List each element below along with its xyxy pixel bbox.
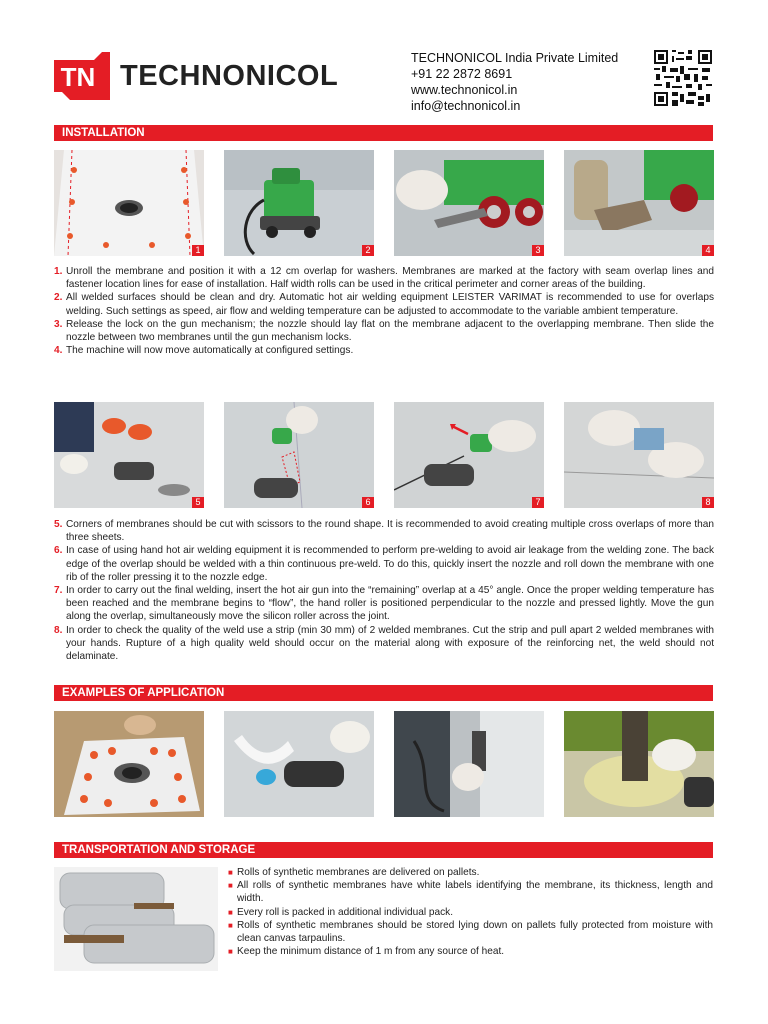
website-link[interactable]: www.technonicol.in	[411, 83, 518, 97]
step-item: 8. In order to check the quality of the weld use a strip (min 30 mm) of 2 welded membranes. Cut the strip and pull apart 2 welded membranes with your hands. Rupture of a high quality weld should occur on the material along with exposure of the reinforcing net, the weld should not delaminate.	[54, 624, 714, 663]
photo-step-7	[394, 402, 544, 508]
photo-step-4	[564, 150, 714, 256]
list-item: ■ Rolls of synthetic membranes are delivered on pallets.	[228, 867, 480, 878]
transport-bullet-list	[228, 866, 713, 958]
brand-logo	[54, 52, 338, 100]
phone-number: +91 22 2872 8691	[411, 67, 513, 81]
step-item: 5. Corners of membranes should be cut with scissors to the round shape. It is recommended to avoid creating multiple cross overlaps of more than three sheets.	[54, 519, 714, 544]
step-item: 6. In case of using hand hot air welding equipment it is recommended to perform pre-welding to avoid air leakage from the welding zone. The back edge of the overlap should be welded with a thin continuous pre-weld. To do this, quickly insert the nozzle and roll down the membrane with one rib of the roller pressing it to the nozzle edge.	[54, 545, 714, 583]
step-item: 4. The machine will now move automatically at configured settings.	[54, 345, 354, 357]
logo-mark-icon	[54, 52, 110, 100]
email-link[interactable]: info@technonicol.in	[411, 99, 521, 113]
list-item: ■ Keep the minimum distance of 1 m from any source of heat.	[228, 946, 505, 958]
step-item: 3. Release the lock on the gun mechanism; the nozzle should lay flat on the membrane adjacent to the overlapping membrane. Then slide the nozzle between two membranes until the gun mechanism locks.	[54, 318, 714, 344]
photo-badge: 4	[702, 245, 714, 256]
photo-badge: 3	[532, 245, 544, 256]
bullet-square-icon: ■	[228, 881, 233, 891]
photo-badge: 1	[192, 245, 204, 256]
qr-code-icon	[654, 50, 712, 106]
installation-steps-1-4	[54, 265, 714, 357]
photo-step-8	[564, 402, 714, 508]
photo-badge: 8	[702, 497, 714, 508]
photo-step-6	[224, 402, 374, 508]
photo-step-1	[54, 150, 204, 256]
bullet-square-icon: ■	[228, 907, 233, 917]
example-photo-drain	[54, 711, 204, 817]
svg-text:TN: TN	[60, 62, 96, 92]
section-examples-header: EXAMPLES OF APPLICATION	[54, 685, 713, 701]
photo-step-2	[224, 150, 374, 256]
photo-badge: 6	[362, 497, 374, 508]
section-installation-header: INSTALLATION	[54, 125, 713, 141]
list-item: ■ Every roll is packed in additional individual pack.	[228, 906, 454, 918]
photo-pallet-storage	[54, 867, 218, 971]
example-photo-pipe-collar	[564, 711, 714, 817]
example-photo-corner	[394, 711, 544, 817]
photo-badge: 5	[192, 497, 204, 508]
section-transport-header: TRANSPORTATION AND STORAGE	[54, 842, 713, 858]
photo-step-5	[54, 402, 204, 508]
step-item: 7. In order to carry out the final welding, insert the hot air gun into the “remaining” overlap at a 45° angle. Once the proper welding temperature has been reached and the membrane begins to “flow”, the hand roller is positioned perpendicular to the nozzle and pressed lightly. Move the gun along the overlap, simultaneously move the silicon roller across the joint.	[54, 585, 714, 623]
bullet-square-icon: ■	[228, 920, 233, 930]
list-item: ■ Rolls of synthetic membranes should be stored lying down on pallets fully protected from moisture with clean canvas tarpaulins.	[228, 919, 713, 945]
company-name: TECHNONICOL India Private Limited	[411, 51, 619, 65]
step-item: 2. All welded surfaces should be clean and dry. Automatic hot air welding equipment LEISTER VARIMAT is recommended to use for overlaps welding. Such settings as speed, air flow and welding temperature can be adjusted to accommodate to the variable ambient temperature.	[54, 292, 714, 317]
list-item: ■ All rolls of synthetic membranes have white labels identifying the membrane, its thickness, length and width.	[228, 880, 713, 905]
installation-steps-5-8	[54, 518, 714, 663]
bullet-square-icon: ■	[228, 947, 233, 957]
example-photo-pipe-welding	[224, 711, 374, 817]
bullet-square-icon: ■	[228, 868, 233, 877]
photo-step-3	[394, 150, 544, 256]
page-header	[0, 0, 768, 120]
step-item: 1. Unroll the membrane and position it with a 12 cm overlap for washers. Membranes are marked at the factory with seam overlap lines and fastener location lines for ease of installation. Half width rolls can be used in the critical perimeter and corner areas of the building.	[54, 266, 714, 291]
brand-name: TECHNONICOL	[120, 59, 339, 92]
contact-block	[411, 50, 618, 114]
photo-badge: 7	[532, 497, 544, 508]
photo-badge: 2	[362, 245, 374, 256]
